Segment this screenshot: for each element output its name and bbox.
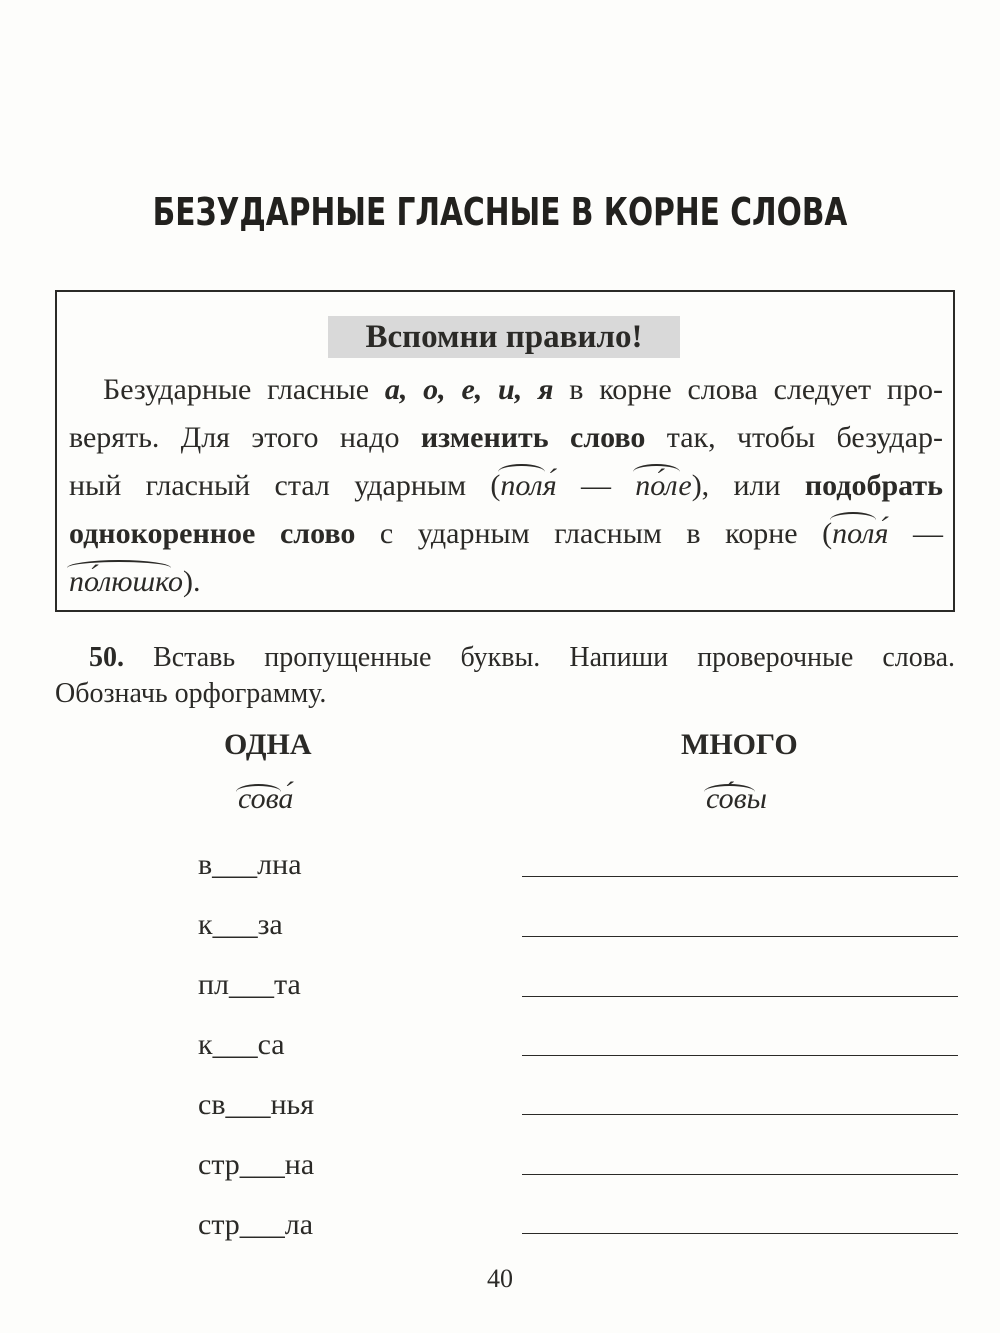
rule-box [55,290,955,612]
page-title: БЕЗУДАРНЫЕ ГЛАСНЫЕ В КОРНЕ СЛОВА [152,190,848,234]
answer-line-6[interactable] [522,1174,958,1175]
page-number: 40 [487,1264,513,1293]
word-row-2: к___за [198,908,283,941]
rule-line-5: по́люшко). [69,558,943,606]
rule-line-1: Безударные гласные а, о, е, и, я в корне слова следует про- [103,373,943,406]
column-header-many: МНОГО [681,728,798,761]
answer-line-7[interactable] [522,1233,958,1234]
word-row-6: стр___на [198,1148,315,1181]
word-row-1: в___лна [198,848,302,881]
word-row-5: св___нья [198,1088,315,1121]
answer-line-4[interactable] [522,1055,958,1056]
example-word-polya-2: поля́ [832,510,888,558]
rule-line-2: верять. Для этого надо изменить слово так, чтобы безудар- [69,421,943,454]
rule-line-4: однокоренное слово с ударным гласным в корне (поля́ — [69,510,943,558]
example-word-sovy: со́вы [706,782,767,815]
answer-line-5[interactable] [522,1114,958,1115]
task-number: 50. [89,642,124,673]
rule-header: Вспомни правило! [328,316,680,358]
example-many [706,782,767,816]
example-word-polya: поля́ [500,462,556,510]
example-word-sova: сова́ [238,782,294,815]
rule-line-3: ный гласный стал ударным (поля́ — по́ле), или подобрать [69,462,943,510]
example-word-polyushko: по́люшко [69,558,183,606]
word-row-7: стр___ла [198,1208,314,1241]
answer-line-1[interactable] [522,876,958,877]
column-header-one: ОДНА [224,728,312,761]
task-line-1: 50. Вставь пропущенные буквы. Напиши проверочные слова. [89,642,955,673]
rule-text [69,366,943,606]
task-line-2: Обозначь орфограмму. [55,678,327,709]
answer-line-2[interactable] [522,936,958,937]
word-row-3: пл___та [198,968,301,1001]
example-one [238,782,293,816]
example-word-pole: по́ле [635,462,691,510]
task-50 [55,640,955,712]
word-row-4: к___са [198,1028,285,1061]
answer-line-3[interactable] [522,996,958,997]
